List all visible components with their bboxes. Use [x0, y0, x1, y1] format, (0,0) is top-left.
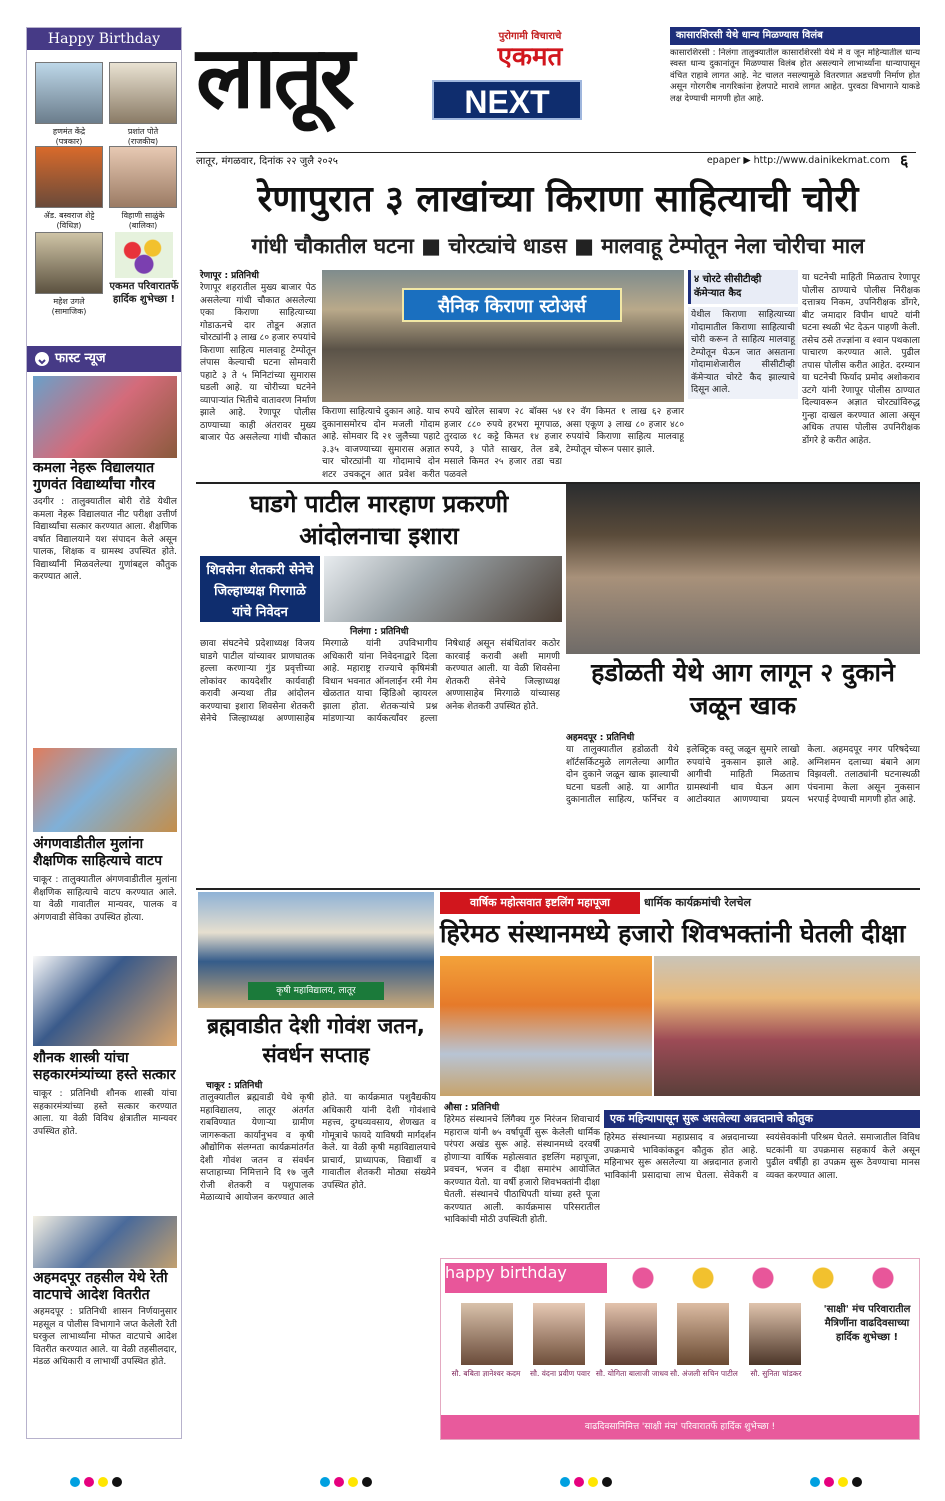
lead-col2b: रुपये खोरेल साबण २८ बॉक्स ५४ हजार ८८० रुपये हरभरा मूगपाळ, तुरदाळ १८ कट्टे किमत १४ हजार रुपये, ३ पोते साखर, तेल डबे, मसाले किमत २५ हजार तडा चडा पळवले [444, 407, 562, 480]
woman-name: सौ. वंदना प्रवीण पवार [529, 1369, 591, 1378]
lead-deck: गांधी चौकातील घटना ■ चोरट्यांचे धाडस ■ मालवाहू टेम्पोतून नेला चोरीचा माल [251, 234, 865, 258]
lead-col5: या घटनेची माहिती मिळताच रेणापूर पोलीस ठाण्याचे पोलीस निरीक्षक दत्तात्रय निकम, उपनिरीक्षक डोंगरे, बीट जमादार विपीन धापटे यांनी घटना स्थळी भेट देऊन पाहणी केली. तसेच ठसे तज्ज्ञांना व श्वान पथकाला पाचारण करण्यात आले. पुढील तपास पोलीस करीत आहेत. दरम्यान या घटनेची फिर्याद प्रमोद अशोकराव उटगे यांनी रेणापूर पोलीस ठाण्यात दिल्यावरून अज्ञात चोरट्यांविरुद्ध गुन्हा दाखल करण्यात आला असून अधिक तपास पोलीस उपनिरीक्षक डोंगरे हे करीत आहेत. [802, 273, 920, 446]
woman-name: सौ. अंजली सचिन पाटील [670, 1369, 738, 1378]
story2-byline: निलंगा : प्रतिनिधी [350, 627, 409, 637]
person-photo [35, 62, 103, 124]
masthead-tagline: पुरोगामी विचाराचे [498, 31, 562, 42]
woman-photo [605, 1303, 657, 1365]
story4-photo [198, 892, 434, 1008]
story3-headline: हडोळती येथे आग लागून २ दुकाने जळून खाक [591, 658, 895, 720]
news-photo [33, 376, 177, 458]
lead-col1: रेणापूर शहरातील मुख्य बाजार पेठ असलेल्या गांधी चौकात असलेल्या एका किराणा साहित्याच्या गोडाऊनचे दार तोडून अज्ञात चोरट्यांनी ३ लाख ८० हजार रुपयांचे किराणा साहित्य मालवाहू टेम्पोतून लंपास केल्याची घटना सोमवारी पहाटे ३ ते ५ मिनिटांच्या सुमारास घडली आहे. या चोरीच्या घटनेने व्यापाऱ्यांत भितीचे वातावरण निर्माण झाले आहे. रेणापूर पोलीस ठाण्याच्या काही अंतरावर मुख्य बाजार पेठ असलेल्या गांधी चौकात [200, 283, 316, 442]
epaper-label: epaper [706, 155, 741, 166]
story4-text: तालुक्यातील ब्रह्मवाडी येथे कृषी महाविद्यालय, लातूर अंतर्गत राबविण्यात येणाऱ्या ग्रामीण जागरूकता कार्यानुभव व कृषी औद्योगिक संलग्नता कार्यक्रमांतर्गत देशी गोवंश जतन व संवर्धन सप्ताहाच्या निमित्ताने दि १७ जुलै रोजी शेतकरी व पशुपालक मेळाव्याचे आयोजन करण्यात आले होते. या कार्यक्रमात पशुवैद्यकीय अधिकारी यांनी देशी गोवंशाचे महत्त्व, दुग्धव्यवसाय, शेणखत व गोमूत्राचे फायदे याविषयी मार्गदर्शन केले. या वेळी कृषी महाविद्यालयाचे प्राचार्य, प्राध्यापक, विद्यार्थी व गावातील शेतकरी मोठ्या संख्येने उपस्थित होते. [200, 1093, 436, 1203]
story5-kicker-right: धार्मिक कार्यक्रमांची रेलचेल [644, 896, 751, 909]
story5-byline: औसा : प्रतिनिधी [444, 1103, 500, 1113]
divider [196, 888, 920, 890]
story6-headline: एक महिन्यापासून सुरू असलेल्या अन्नदानाचे कौतुक [604, 1110, 920, 1128]
story3-byline: अहमदपूर : प्रतिनिधी [566, 733, 635, 743]
fire-photo [566, 484, 920, 654]
fast-news-label: फास्ट न्यूज [55, 351, 106, 366]
birthday-person [35, 62, 103, 147]
college-banner: कृषी महाविद्यालय, लातूर [248, 982, 384, 1000]
story3-text: या तालुक्यातील हडोळती येथे शॉर्टसर्किटमुळे लागलेल्या आगीत दोन दुकाने जळून खाक झाल्याची घटना घडली आहे. या आगीत दुकानातील साहित्य, फर्निचर व इलेक्ट्रिक वस्तू जळून सुमारे लाखो रुपयांचे नुकसान झाले आहे. आगीची माहिती मिळताच ग्रामस्थांनी धाव घेऊन आग आटोक्यात आणण्याचा प्रयत्न केला. अहमदपूर नगर परिषदेच्या अग्निशमन दलाच्या बंबाने आग विझवली. तलाठ्यांनी घटनास्थळी पंचनामा केला असून नुकसान भरपाई देण्याची मागणी होत आहे. [566, 745, 920, 805]
woman-photo [749, 1303, 801, 1365]
fast-news-header [27, 346, 181, 372]
epaper-link[interactable]: epaper ▶ http://www.dainikekmat.com [706, 155, 890, 166]
story5-photo-left [440, 956, 652, 1096]
website-url: http://www.dainikekmat.com [753, 155, 890, 166]
news-photo [33, 956, 177, 1046]
person-role: (राजकीय) [127, 137, 159, 146]
news-text: चाकूर : प्रतिनिधी शौनक शास्त्री यांचा सहकारमंत्र्यांच्या हस्ते सत्कार करण्यात आला. या वेळी विविध क्षेत्रातील मान्यवर उपस्थित होते. [33, 1089, 177, 1137]
person-photo [35, 146, 103, 208]
cctv-box-title: ४ चोरटे सीसीटीव्ही कॅमेऱ्यात कैद [688, 270, 798, 304]
woman-name: सौ. बबिता ज्ञानेश्वर कदम [451, 1369, 521, 1378]
lead-byline: रेणापूर : प्रतिनिधी [200, 271, 259, 281]
strip-message: 'साक्षी' मंच परिवारातील मैत्रिणींना वाढदिवसाच्या हार्दिक शुभेच्छा ! [823, 1304, 911, 1343]
person-photo [109, 146, 177, 208]
masthead-brand: एकमत [497, 42, 563, 72]
person-name: ॲड. बस्वराज शेट्टे [43, 211, 95, 220]
story5-photo-right [654, 956, 920, 1096]
masthead-next: NEXT [432, 80, 582, 120]
person-role: (सामाजिक) [51, 307, 87, 316]
news-title: शौनक शास्त्री यांचा सहकारमंत्र्यांच्या हस्ते सत्कार [33, 1050, 176, 1083]
masthead-title: लातूर [196, 28, 352, 128]
story2-subhead: शिवसेना शेतकरी सेनेचे जिल्हाध्यक्ष गिरगाळे यांचे निवेदन [200, 556, 320, 622]
woman-photo [461, 1303, 513, 1365]
chevron-icon [35, 352, 49, 366]
woman-photo [533, 1303, 585, 1365]
person-name: महेश उगले [53, 297, 85, 306]
person-name: विहाणी साळुंके [121, 211, 165, 220]
person-photo [35, 232, 103, 294]
brief-text: कासारशिरसी : निलंगा तालुक्यातील कासारशिरसी येथे मे व जून महिन्यातील धान्य स्वस्त धान्य दुकानांतून मिळण्यास विलंब होत असल्याने लाभार्थ्यांना धान्यापासून वंचित राहावे लागत आहे. नेट चालत नसल्यामुळे वितरणात अडचणी निर्माण होत असून गोरगरीब नागरिकांना हेलपाटे मारावे लागत आहेत. पुरवठा विभागाने याकडे लक्ष देण्याची मागणी होत आहे. [670, 48, 920, 104]
person-role: (पत्रकार) [55, 137, 83, 146]
flower-border-icon [613, 1263, 913, 1293]
news-title: अहमदपूर तहसील येथे रेती वाटपाचे आदेश वितरीत [33, 1270, 168, 1303]
story4-headline: ब्रह्मवाडीत देशी गोवंश जतन, संवर्धन सप्ताह [207, 1014, 425, 1067]
person-name: हणमंत केंद्रे [52, 127, 86, 136]
print-registration-marks [0, 1472, 945, 1492]
news-text: चाकूर : तालुक्यातील अंगणवाडीतील मुलांना शैक्षणिक साहित्याचे वाटप करण्यात आले. या वेळी गावातील मान्यवर, पालक व अंगणवाडी सेविका उपस्थित होत्या. [33, 875, 177, 923]
person-role: (विधिज्ञ) [56, 221, 82, 230]
story6-text: हिरेमठ संस्थानच्या महाप्रसाद व अन्नदानाच्या उपक्रमाचे भाविकांकडून कौतुक होत आहे. महिनाभर सुरू असलेल्या या अन्नदानात हजारो भाविकांनी प्रसादाचा लाभ घेतला. सेवेकरी व स्वयंसेवकांनी परिश्रम घेतले. समाजातील विविध घटकांनी या उपक्रमास सहकार्य केले असून पुढील वर्षीही हा उपक्रम सुरू ठेवण्याचा मानस व्यक्त करण्यात आला. [604, 1133, 920, 1181]
news-title: अंगणवाडीतील मुलांना शैक्षणिक साहित्याचे वाटप [33, 836, 163, 869]
news-title: कमला नेहरू विद्यालयात गुणवंत विद्यार्थ्यांचा गौरव [33, 460, 156, 493]
news-photo [33, 748, 177, 832]
birthday-strip [440, 1258, 920, 1440]
birthday-header: Happy Birthday [27, 28, 181, 50]
news-photo [33, 1216, 177, 1268]
date-text: लातूर, मंगळवार, दिनांक २२ जुलै २०२५ [196, 156, 338, 167]
cctv-box-text: येथील किराणा साहित्याच्या गोदामातील किराणा साहित्याची चोरी करून ते साहित्य मालवाहू टेम्पोतून घेऊन जात असताना गोदामाशेजारील सीसीटीव्ही कॅमेऱ्यात चोरटे कैद झाल्याचे दिसून आले. [688, 307, 798, 399]
story2-text: छावा संघटनेचे प्रदेशाध्यक्ष विजय घाडगे पाटील यांच्यावर प्राणघातक हल्ला करणाऱ्या गुंड प्रवृत्तीच्या लोकांवर कायदेशीर कार्यवाही करावी अन्यथा तीव्र आंदोलन करण्याचा इशारा शिवसेना शेतकरी सेनेचे जिल्हाध्यक्ष अण्णासाहेब मिरगाळे यांनी उपविभागीय अधिकारी यांना निवेदनाद्वारे दिला आहे. महाराष्ट्र राज्याचे कृषिमंत्री विधान भवनात ऑनलाईन रमी गेम खेळतात याचा व्हिडिओ व्हायरल झाला होता. शेतकऱ्यांचे प्रश्न मांडणाऱ्या कार्यकर्त्यांवर हल्ला निषेधार्ह असून संबंधितांवर कठोर कारवाई करावी अशी मागणी करण्यात आली. या वेळी शिवसेना शेतकरी सेनेचे जिल्हाध्यक्ष अण्णासाहेब मिरगाळे यांच्यासह अनेक शेतकरी उपस्थित होते. [200, 639, 560, 724]
story4-byline: चाकूर : प्रतिनिधी [206, 1081, 263, 1091]
news-text: अहमदपूर : प्रतिनिधी शासन निर्णयानुसार महसूल व पोलीस विभागाने जप्त केलेली रेती घरकुल लाभार्थ्यांना मोफत वाटपाचे आदेश वितरीत करण्यात आले. या वेळी तहसीलदार, मंडळ अधिकारी व लाभार्थी उपस्थित होते. [33, 1307, 177, 1367]
sidebar [26, 27, 182, 1439]
lead-col3: १२ वॅग किमत १ लाख ६२ हजार असा एकूण ३ लाख ८० हजार ४८० रुपयांचे किराणा साहित्य मालवाहू टेम्पोतून चोरून पसार झाले. [566, 407, 684, 455]
lead-photo [322, 270, 684, 402]
person-name: प्रशांत पोते [127, 127, 159, 136]
story5-headline: हिरेमठ संस्थानमध्ये हजारो शिवभक्तांनी घेतली दीक्षा [440, 919, 906, 948]
birthday-person [35, 146, 103, 231]
birthday-wishes: एकमत परिवारातर्फे हार्दिक शुभेच्छा ! [109, 281, 179, 305]
flower-bouquet-icon [115, 232, 173, 278]
story5-text: हिरेमठ संस्थानचे लिंगैक्य गुरु निरंजन शिवाचार्य महाराज यांनी ७५ वर्षापूर्वी सुरू केलेली धार्मिक परंपरा अखंड सुरू आहे. संस्थानमध्ये दरवर्षी होणाऱ्या वार्षिक महोत्सवात इष्टलिंग महापूजा, प्रवचन, भजन व दीक्षा समारंभ आयोजित करण्यात येतो. या वर्षी हजारो शिवभक्तांनी दीक्षा घेतली. संस्थानचे पीठाधिपती यांच्या हस्ते पूजा करण्यात आली. कार्यक्रमास परिसरातील भाविकांची मोठी उपस्थिती होती. [444, 1115, 600, 1225]
woman-name: सौ. सुनिता चांडकर [750, 1369, 802, 1378]
birthday-person [109, 146, 177, 231]
person-photo [109, 62, 177, 124]
woman-name: सौ. योगिता बालाजी जाधव [595, 1369, 669, 1378]
news-text: उदगीर : तालुक्यातील बोरी रोडे येथील कमला नेहरू विद्यालयात नीट परीक्षा उत्तीर्ण विद्यार्थ्यांचा सत्कार करण्यात आला. शैक्षणिक वर्षात विद्यालयाने यश संपादन केले असून पालक, शिक्षक व ग्रामस्थ उपस्थित होते. विद्यार्थ्यांनी मिळवलेल्या गुणांबद्दल कौतुक करण्यात आले. [33, 497, 177, 582]
woman-photo [677, 1303, 729, 1365]
brief-title: कासारशिरसी येथे धान्य मिळण्यास विलंब [676, 30, 823, 41]
story2-photo [324, 556, 562, 622]
person-role: (बालिका) [128, 221, 158, 230]
shop-sign: सैनिक किराणा स्टोअर्स [402, 288, 622, 322]
strip-title: happy birthday [445, 1263, 607, 1293]
birthday-person [109, 62, 177, 147]
story5-kicker-left: वार्षिक महोत्सवात इष्टलिंग महापूजा [440, 892, 640, 914]
lead-headline: रेणापुरात ३ लाखांच्या किराणा साहित्याची चोरी [257, 179, 859, 220]
birthday-person [35, 232, 103, 317]
lead-col2: किराणा साहित्याचे दुकान आहे. याच दुकानासमोरच दोन मजली गोदाम आहे. सोमवार दि २१ जुलैच्या पहाटे ३.३५ वाजण्याच्या सुमारास अज्ञात चार चोरट्यांनी या गोदामाचे दोन शटर उचकटून आत प्रवेश करीत [322, 407, 440, 480]
page-number: ६ [900, 151, 909, 170]
strip-footer: वाढदिवसानिमित्त 'साक्षी मंच' परिवारातर्फे हार्दिक शुभेच्छा ! [441, 1415, 919, 1439]
brief-title-bar [670, 27, 920, 45]
story2-headline: घाडगे पाटील मारहाण प्रकरणी आंदोलनाचा इशारा [249, 490, 509, 550]
